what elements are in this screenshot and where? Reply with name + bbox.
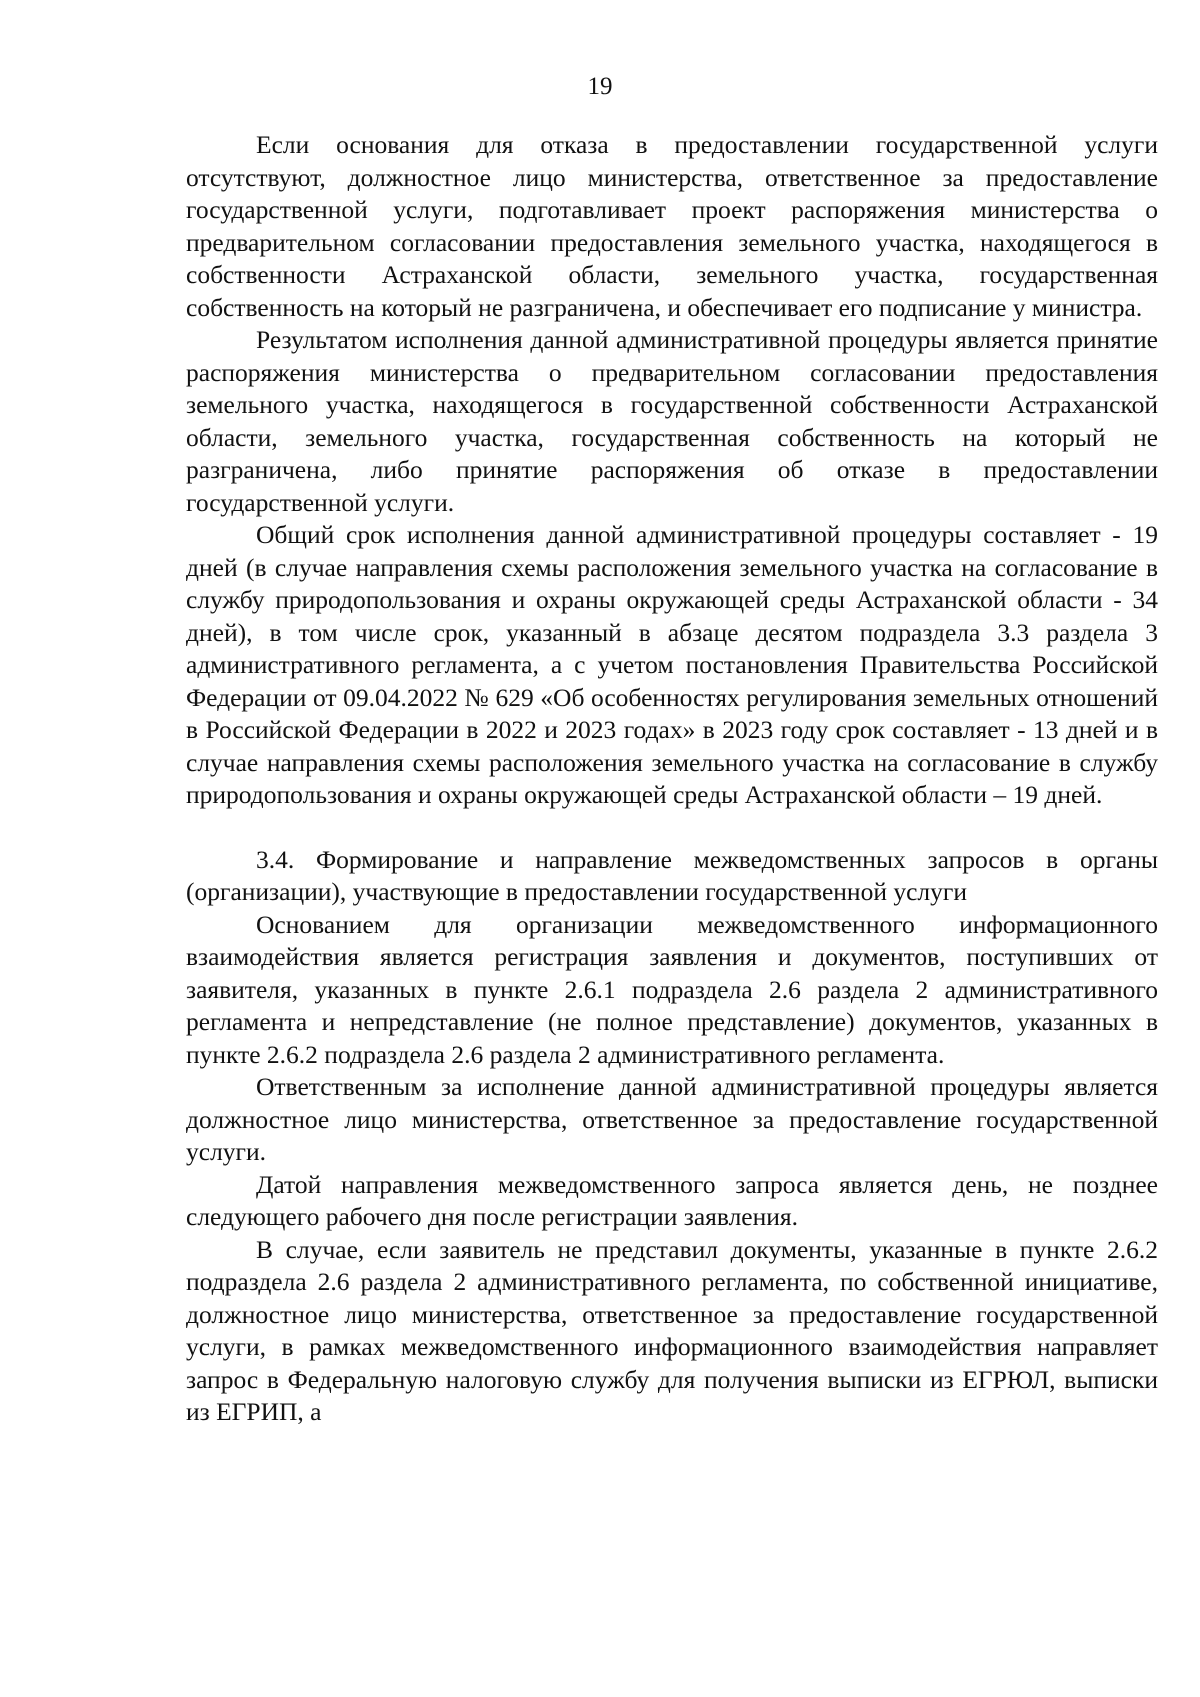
- section-heading-3-4: 3.4. Формирование и направление межведомственных запросов в органы (организации), участвующие в предоставлении государственной услуги: [186, 844, 1158, 906]
- paragraph-responsible-person: Ответственным за исполнение данной административной процедуры является должностное лицо министерства, ответственное за предоставление государственной услуги.: [186, 1072, 1158, 1166]
- page-number: 19: [587, 73, 613, 100]
- document-body: [186, 129, 1158, 1429]
- paragraph-interagency-basis: Основанием для организации межведомственного информационного взаимодействия является регистрация заявления и документов, поступивших от заявителя, указанных в пункте 2.6.1 подраздела 2.6 раздела 2 административного регламента и непредставление (не полное представление) документов, указанных в пункте 2.6.2 подраздела 2.6 раздела 2 административного регламента.: [186, 909, 1158, 1069]
- paragraph-request-date: Датой направления межведомственного запроса является день, не позднее следующего рабочего дня после регистрации заявления.: [186, 1169, 1158, 1231]
- paragraph-refusal-grounds-absent: Если основания для отказа в предоставлении государственной услуги отсутствуют, должностное лицо министерства, ответственное за предоставление государственной услуги, подготавливает проект распоряжения министерства о предварительном согласовании предоставления земельного участка, находящегося в собственности Астраханской области, земельного участка, государственная собственность на который не разграничена, и обеспечивает его подписание у министра.: [186, 130, 1158, 322]
- paragraph-tax-service-request: В случае, если заявитель не представил документы, указанные в пункте 2.6.2 подраздела 2.6 раздела 2 административного регламента, по собственной инициативе, должностное лицо министерства, ответственное за предоставление государственной услуги, в рамках межведомственного информационного взаимодействия направляет запрос в Федеральную налоговую службу для получения выписки из ЕГРЮЛ, выписки из ЕГРИП, а: [186, 1234, 1158, 1426]
- paragraph-procedure-result: Результатом исполнения данной административной процедуры является принятие распоряжения министерства о предварительном согласовании предоставления земельного участка, находящегося в государственной собственности Астраханской области, земельного участка, государственная собственность на который не разграничена, либо принятие распоряжения об отказе в предоставлении государственной услуги.: [186, 325, 1158, 517]
- paragraph-procedure-term: Общий срок исполнения данной административной процедуры составляет - 19 дней (в случае направления схемы расположения земельного участка на согласование в службу природопользования и охраны окружающей среды Астраханской области - 34 дней), в том числе срок, указанный в абзаце десятом подраздела 3.3 раздела 3 административного регламента, а с учетом постановления Правительства Российской Федерации от 09.04.2022 № 629 «Об особенностях регулирования земельных отношений в Российской Федерации в 2022 и 2023 годах» в 2023 году срок составляет - 13 дней и в случае направления схемы расположения земельного участка на согласование в службу природопользования и охраны окружающей среды Астраханской области – 19 дней.: [186, 520, 1158, 809]
